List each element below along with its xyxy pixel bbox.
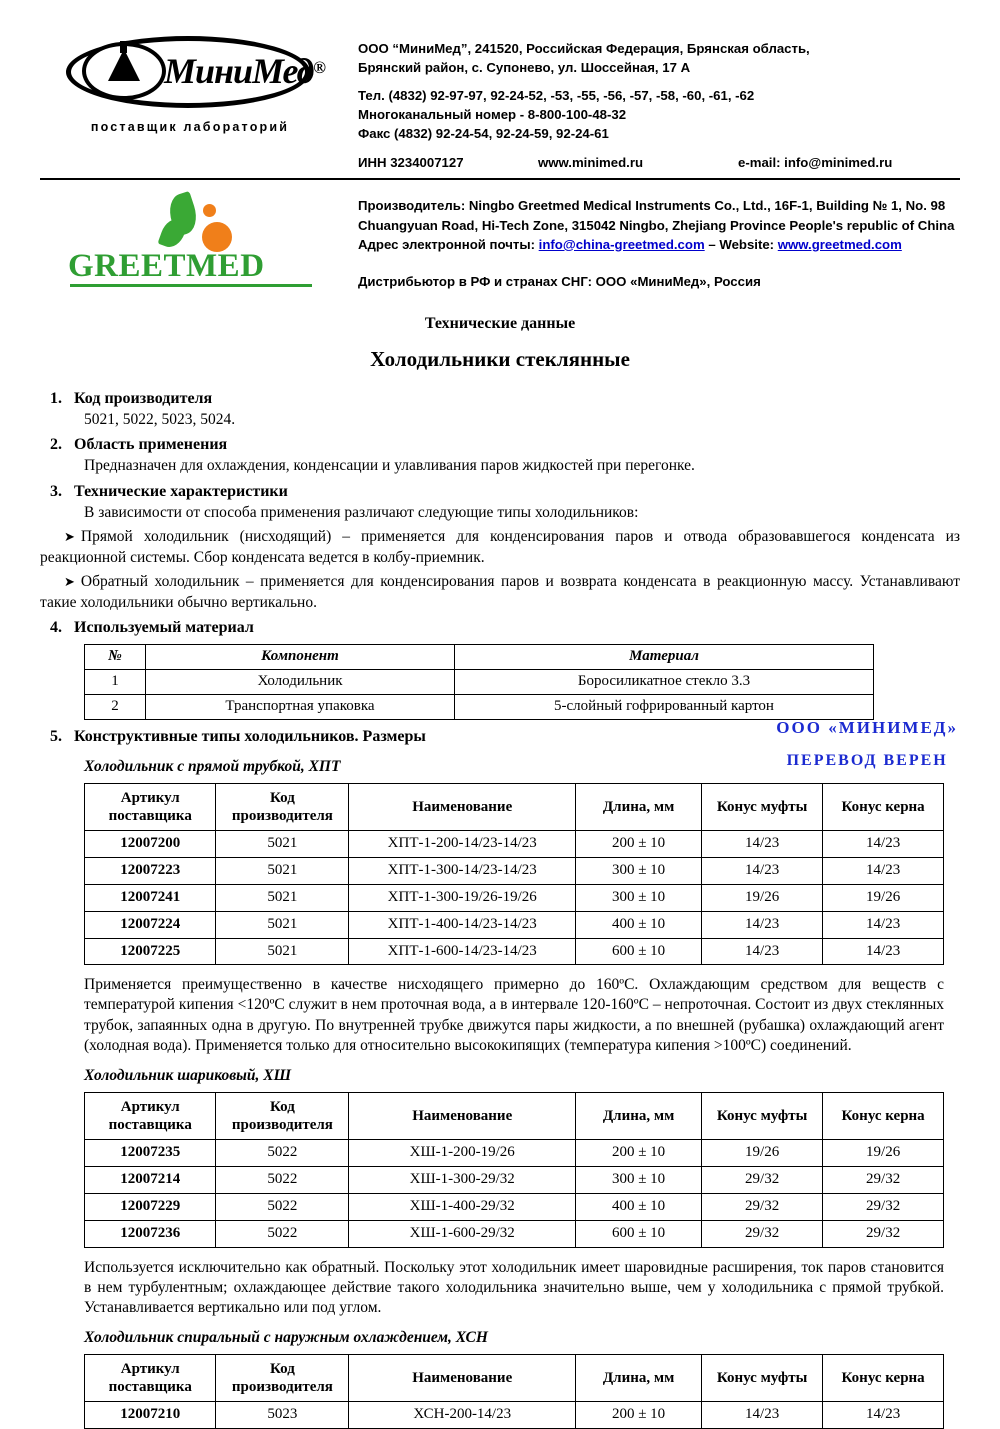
col-name: Наименование (349, 784, 576, 831)
manufacturer-codes-text: 5021, 5022, 5023, 5024. (84, 410, 236, 428)
greetmed-logo-word: GREETMED (68, 248, 265, 285)
manufacturer-email-label: Адрес электронной почты: (358, 236, 535, 252)
document-content (0, 313, 1000, 1429)
spec-table-hsh (84, 1092, 944, 1247)
cell-code: 5022 (216, 1220, 349, 1247)
table-row (85, 858, 944, 885)
material-col-component: Компонент (146, 645, 455, 670)
bullet-text: Прямой холодильник (нисходящий) – применяется для конденсирования паров и отвода образовавшегося конденсата из реакционной системы. Сбор конденсата ведется в колбу-приемник. (40, 528, 960, 566)
cell-article: 12007200 (85, 831, 216, 858)
description-hsh: Используется исключительно как обратный. Поскольку этот холодильник имеет шаровидные расширения, ток паров становится в нем турбулентным; охлаждающее действие такого холодильника значительно выше, чем у холодильника с прямой трубкой. Устанавливается вертикально или под углом. (84, 1258, 944, 1316)
table-row (85, 911, 944, 938)
cell-length: 600 ± 10 (576, 1220, 702, 1247)
material-col-material: Материал (455, 645, 874, 670)
distributor-line: Дистрибьютор в РФ и странах СНГ: ООО «МиниМед», Россия (358, 273, 761, 289)
material-col-number: № (85, 645, 146, 670)
company-contact-info (340, 28, 960, 172)
company-address-line2: Брянский район, с. Супонево, ул. Шоссейная, 17 А (358, 59, 691, 75)
stamp-company-line: ООО «МИНИМЕД» (776, 718, 958, 737)
cell-konus-mufty: 29/32 (702, 1167, 823, 1194)
section-title: Код производителя (74, 389, 213, 407)
company-fax: Факс (4832) 92-24-54, 92-24-59, 92-24-61 (358, 125, 609, 141)
company-website: www.minimed.ru (538, 154, 644, 170)
cell-name: ХПТ-1-200-14/23-14/23 (349, 831, 576, 858)
minimed-logo-word: МиниМед (164, 51, 314, 91)
material-cell-component: Холодильник (146, 670, 455, 695)
section-title: Конструктивные типы холодильников. Размеры (74, 727, 426, 745)
minimed-logo-block (40, 28, 340, 134)
material-cell-component: Транспортная упаковка (146, 695, 455, 720)
material-cell-number: 1 (85, 670, 146, 695)
cell-article: 12007241 (85, 884, 216, 911)
cell-article: 12007235 (85, 1140, 216, 1167)
table-header-row (85, 1093, 944, 1140)
bullet-arrow-icon: ➤ (64, 574, 75, 590)
col-manufacturer-code: Код производителя (216, 1093, 349, 1140)
cell-konus-mufty: 14/23 (702, 911, 823, 938)
cell-name: ХШ-1-300-29/32 (349, 1167, 576, 1194)
table-header-row (85, 645, 874, 670)
section-title: Технические характеристики (74, 482, 288, 500)
table-header-row (85, 784, 944, 831)
manufacturer-email-link[interactable]: info@china-greetmed.com (538, 236, 705, 252)
cell-konus-kerna: 14/23 (823, 911, 944, 938)
col-length: Длина, мм (576, 784, 702, 831)
cell-length: 400 ± 10 (576, 1193, 702, 1220)
material-cell-material: 5-слойный гофрированный картон (455, 695, 874, 720)
table-row (85, 1220, 944, 1247)
col-konus-mufty: Конус муфты (702, 1093, 823, 1140)
material-cell-material: Боросиликатное стекло 3.3 (455, 670, 874, 695)
cell-konus-kerna: 29/32 (823, 1193, 944, 1220)
cell-konus-mufty: 14/23 (702, 831, 823, 858)
section-title: Используемый материал (74, 619, 254, 637)
cell-code: 5021 (216, 911, 349, 938)
cell-article: 12007210 (85, 1402, 216, 1429)
cell-konus-mufty: 29/32 (702, 1220, 823, 1247)
cell-konus-mufty: 14/23 (702, 858, 823, 885)
cell-length: 200 ± 10 (576, 1402, 702, 1429)
cell-konus-kerna: 14/23 (823, 858, 944, 885)
page-title: Холодильники стеклянные (370, 347, 630, 372)
cell-code: 5023 (216, 1402, 349, 1429)
cell-konus-mufty: 19/26 (702, 1140, 823, 1167)
table-row (85, 884, 944, 911)
cell-article: 12007224 (85, 911, 216, 938)
bullet-text: Обратный холодильник – применяется для конденсирования паров и возврата конденсата в реакционную массу. Устанавливают такие холодильники обычно вертикально. (40, 573, 960, 611)
table-row (85, 831, 944, 858)
cell-konus-mufty: 29/32 (702, 1193, 823, 1220)
translation-stamp (776, 718, 958, 770)
cell-article: 12007214 (85, 1167, 216, 1194)
table-row (85, 695, 874, 720)
bullet-direct-condenser (40, 527, 960, 568)
table-row (85, 938, 944, 965)
col-konus-kerna: Конус керна (823, 784, 944, 831)
minimed-logo-icon (60, 36, 326, 118)
company-telephone: Тел. (4832) 92-97-97, 92-24-52, -53, -55, -56, -57, -58, -60, -61, -62 (358, 88, 755, 104)
cell-konus-kerna: 29/32 (823, 1220, 944, 1247)
col-length: Длина, мм (576, 1355, 702, 1402)
section-number: 4. (50, 619, 62, 637)
manufacturer-website-separator: – Website: (708, 236, 775, 252)
cell-length: 300 ± 10 (576, 1167, 702, 1194)
cell-name: ХШ-1-400-29/32 (349, 1193, 576, 1220)
cell-konus-mufty: 19/26 (702, 884, 823, 911)
cell-article: 12007225 (85, 938, 216, 965)
company-email: e-mail: info@minimed.ru (738, 154, 893, 170)
section-technical-characteristics (40, 481, 960, 613)
cell-code: 5021 (216, 831, 349, 858)
table-row (85, 1193, 944, 1220)
greetmed-logo-icon (40, 192, 340, 288)
application-area-text: Предназначен для охлаждения, конденсации и улавливания паров жидкостей при перегонке. (84, 457, 695, 475)
cell-name: ХПТ-1-400-14/23-14/23 (349, 911, 576, 938)
table-row (85, 1167, 944, 1194)
section-used-material (40, 617, 960, 638)
material-cell-number: 2 (85, 695, 146, 720)
table-header-row (85, 1355, 944, 1402)
col-name: Наименование (349, 1355, 576, 1402)
section-manufacturer-code (40, 388, 960, 431)
manufacturer-line1: Производитель: Ningbo Greetmed Medical Instruments Co., Ltd., 16F-1, Building № 1, No. 98 (358, 198, 946, 214)
bullet-arrow-icon: ➤ (64, 529, 75, 545)
col-konus-kerna: Конус керна (823, 1093, 944, 1140)
cell-konus-mufty: 14/23 (702, 1402, 823, 1429)
cell-code: 5021 (216, 884, 349, 911)
subtitle-hpt: Холодильник с прямой трубкой, ХПТ (84, 757, 341, 775)
spec-table-hpt (84, 783, 944, 965)
section-number: 5. (50, 727, 62, 745)
cell-konus-kerna: 29/32 (823, 1167, 944, 1194)
manufacturer-block (0, 180, 1000, 291)
cell-name: ХПТ-1-300-14/23-14/23 (349, 858, 576, 885)
cell-length: 300 ± 10 (576, 858, 702, 885)
company-inn: ИНН 3234007127 (358, 154, 464, 170)
cell-length: 200 ± 10 (576, 831, 702, 858)
table-row (85, 1140, 944, 1167)
cell-name: ХПТ-1-300-19/26-19/26 (349, 884, 576, 911)
section-number: 3. (50, 482, 62, 500)
manufacturer-website-link[interactable]: www.greetmed.com (777, 236, 902, 252)
manufacturer-info (340, 192, 960, 291)
cell-name: ХШ-1-200-19/26 (349, 1140, 576, 1167)
cell-code: 5022 (216, 1167, 349, 1194)
col-konus-kerna: Конус керна (823, 1355, 944, 1402)
cell-code: 5022 (216, 1193, 349, 1220)
section-number: 1. (50, 389, 62, 407)
company-address-line1: ООО “МиниМед”, 241520, Российская Федерация, Брянская область, (358, 41, 810, 56)
cell-name: ХСН-200-14/23 (349, 1402, 576, 1429)
section-application-area (40, 434, 960, 477)
col-supplier-article: Артикул поставщика (85, 784, 216, 831)
cell-konus-kerna: 14/23 (823, 831, 944, 858)
spec-table-hsn (84, 1354, 944, 1429)
col-supplier-article: Артикул поставщика (85, 1355, 216, 1402)
cell-konus-kerna: 14/23 (823, 1402, 944, 1429)
manufacturer-line2: Chuangyuan Road, Hi-Tech Zone, 315042 Ningbo, Zhejiang Province People's republic of China (358, 217, 955, 233)
col-manufacturer-code: Код производителя (216, 1355, 349, 1402)
cell-article: 12007236 (85, 1220, 216, 1247)
cell-article: 12007223 (85, 858, 216, 885)
subtitle-hsh: Холодильник шариковый, ХШ (84, 1066, 292, 1084)
cell-length: 600 ± 10 (576, 938, 702, 965)
subtitle-hsn: Холодильник спиральный с наружным охлаждением, ХСН (84, 1328, 488, 1346)
cell-konus-kerna: 19/26 (823, 1140, 944, 1167)
table-row (85, 1402, 944, 1429)
table-row (85, 670, 874, 695)
col-konus-mufty: Конус муфты (702, 1355, 823, 1402)
cell-name: ХШ-1-600-29/32 (349, 1220, 576, 1247)
tech-intro-text: В зависимости от способа применения различают следующие типы холодильников: (84, 504, 639, 522)
description-hpt: Применяется преимущественно в качестве нисходящего примерно до 160ºС. Охлаждающим средством для веществ с температурой кипения <120ºC служит в нем проточная вода, а в интервале 120-160ºC – непроточная. Состоит из двух стеклянных трубок, запаянных одна в другую. По внутренней трубке движутся пары жидкости, а по внешней (рубашка) охлаждающий агент (холодная вода). Применяется только для относительно высококипящих (температура кипения >100ºC) соединений. (84, 976, 944, 1054)
col-konus-mufty: Конус муфты (702, 784, 823, 831)
cell-code: 5021 (216, 858, 349, 885)
company-multichannel: Многоканальный номер - 8-800-100-48-32 (358, 107, 627, 123)
cell-code: 5022 (216, 1140, 349, 1167)
cell-konus-mufty: 14/23 (702, 938, 823, 965)
stamp-certification-line: ПЕРЕВОД ВЕРЕН (786, 752, 948, 769)
section-number: 2. (50, 436, 62, 454)
cell-code: 5021 (216, 938, 349, 965)
cell-konus-kerna: 19/26 (823, 884, 944, 911)
col-manufacturer-code: Код производителя (216, 784, 349, 831)
col-supplier-article: Артикул поставщика (85, 1093, 216, 1140)
document-kicker: Технические данные (424, 314, 576, 332)
letterhead (0, 0, 1000, 172)
cell-length: 400 ± 10 (576, 911, 702, 938)
cell-article: 12007229 (85, 1193, 216, 1220)
minimed-tagline: поставщик лабораторий (90, 120, 290, 134)
cell-konus-kerna: 14/23 (823, 938, 944, 965)
bullet-reflux-condenser (40, 572, 960, 613)
cell-length: 300 ± 10 (576, 884, 702, 911)
cell-length: 200 ± 10 (576, 1140, 702, 1167)
cell-name: ХПТ-1-600-14/23-14/23 (349, 938, 576, 965)
col-name: Наименование (349, 1093, 576, 1140)
col-length: Длина, мм (576, 1093, 702, 1140)
section-title: Область применения (74, 436, 228, 454)
material-table (84, 644, 874, 719)
registered-mark-icon: ® (313, 58, 326, 77)
